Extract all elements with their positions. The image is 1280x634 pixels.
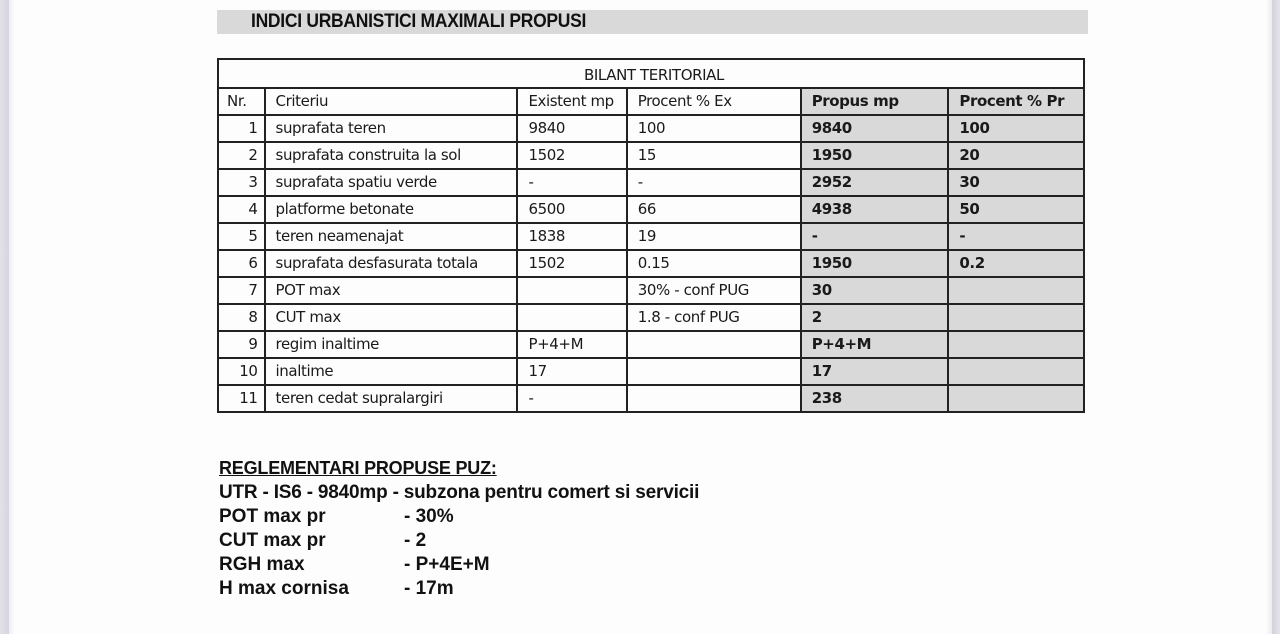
table-caption-row [218,59,1084,88]
cell-procent-pr [948,304,1084,331]
table-row [218,223,1084,250]
cell-procent-ex [627,331,801,358]
cell-existent-mp [517,277,626,304]
cell-criteriu: POT max [265,277,518,304]
cell-nr: 9 [218,331,265,358]
table-caption: BILANT TERITORIAL [218,59,1084,88]
cell-propus-mp: - [801,223,949,250]
cell-propus-mp: 2952 [801,169,949,196]
table-row [218,115,1084,142]
cell-procent-ex: 30% - conf PUG [627,277,801,304]
regulation-key: POT max pr [219,506,326,527]
cell-procent-pr [948,277,1084,304]
table-row [218,304,1084,331]
cell-procent-ex: 15 [627,142,801,169]
cell-propus-mp: 1950 [801,250,949,277]
cell-nr: 5 [218,223,265,250]
header-criteriu: Criteriu [265,88,518,115]
cell-procent-pr: 100 [948,115,1084,142]
cell-procent-ex: 19 [627,223,801,250]
regulation-value: - 30% [404,506,454,527]
regulations-section [219,455,699,601]
cell-procent-pr: - [948,223,1084,250]
cell-procent-ex: - [627,169,801,196]
cell-existent-mp: P+4+M [517,331,626,358]
table-row [218,169,1084,196]
cell-propus-mp: 1950 [801,142,949,169]
cell-criteriu: teren cedat supralargiri [265,385,518,412]
cell-procent-ex: 66 [627,196,801,223]
regulation-value: - P+4E+M [404,554,490,575]
table-header-row [218,88,1084,115]
table-row [218,277,1084,304]
cell-nr: 7 [218,277,265,304]
cell-propus-mp: 17 [801,358,949,385]
header-procent-pr: Procent % Pr [948,88,1084,115]
cell-nr: 8 [218,304,265,331]
cell-criteriu: suprafata teren [265,115,518,142]
cell-nr: 11 [218,385,265,412]
regulation-value: - 2 [404,530,427,551]
cell-propus-mp: 30 [801,277,949,304]
table-row [218,142,1084,169]
cell-criteriu: suprafata construita la sol [265,142,518,169]
cell-criteriu: platforme betonate [265,196,518,223]
cell-procent-pr: 50 [948,196,1084,223]
regulations-heading: REGLEMENTARI PROPUSE PUZ: [219,458,497,478]
cell-procent-pr: 20 [948,142,1084,169]
cell-procent-pr: 0.2 [948,250,1084,277]
regulation-key: H max cornisa [219,578,349,599]
table-row [218,196,1084,223]
cell-procent-ex: 1.8 - conf PUG [627,304,801,331]
cell-propus-mp: 2 [801,304,949,331]
header-propus-mp: Propus mp [801,88,949,115]
title-bar [217,10,1088,34]
cell-nr: 10 [218,358,265,385]
regulation-item [219,529,699,553]
cell-nr: 6 [218,250,265,277]
regulation-value: - 17m [404,578,454,599]
header-existent-mp: Existent mp [517,88,626,115]
regulation-key: RGH max [219,554,305,575]
table-row [218,358,1084,385]
cell-criteriu: teren neamenajat [265,223,518,250]
cell-procent-ex: 0.15 [627,250,801,277]
cell-existent-mp [517,304,626,331]
cell-criteriu: regim inaltime [265,331,518,358]
cell-existent-mp: 1502 [517,142,626,169]
cell-existent-mp: 17 [517,358,626,385]
cell-procent-pr: 30 [948,169,1084,196]
table-row [218,385,1084,412]
regulation-key: CUT max pr [219,530,326,551]
cell-criteriu: suprafata desfasurata totala [265,250,518,277]
cell-existent-mp: - [517,169,626,196]
cell-criteriu: inaltime [265,358,518,385]
regulation-item [219,577,699,601]
document-title: INDICI URBANISTICI MAXIMALI PROPUSI [251,11,587,32]
cell-nr: 3 [218,169,265,196]
utr-line: UTR - IS6 - 9840mp - subzona pentru comert si servicii [219,482,700,503]
cell-existent-mp: 1502 [517,250,626,277]
cell-criteriu: suprafata spatiu verde [265,169,518,196]
bilant-teritorial-table [217,58,1085,413]
cell-procent-pr [948,358,1084,385]
page-edge-left [0,0,9,634]
cell-propus-mp: 238 [801,385,949,412]
cell-existent-mp: 6500 [517,196,626,223]
cell-nr: 4 [218,196,265,223]
table-row [218,250,1084,277]
cell-propus-mp: 4938 [801,196,949,223]
cell-existent-mp: 9840 [517,115,626,142]
cell-procent-ex [627,358,801,385]
cell-propus-mp: P+4+M [801,331,949,358]
cell-nr: 2 [218,142,265,169]
cell-existent-mp: 1838 [517,223,626,250]
cell-procent-pr [948,331,1084,358]
regulation-item [219,505,699,529]
cell-procent-pr [948,385,1084,412]
cell-criteriu: CUT max [265,304,518,331]
cell-procent-ex [627,385,801,412]
cell-existent-mp: - [517,385,626,412]
page-edge-right [1272,0,1280,634]
header-nr: Nr. [218,88,265,115]
cell-propus-mp: 9840 [801,115,949,142]
header-procent-ex: Procent % Ex [627,88,801,115]
cell-procent-ex: 100 [627,115,801,142]
regulation-item [219,553,699,577]
cell-nr: 1 [218,115,265,142]
table-row [218,331,1084,358]
